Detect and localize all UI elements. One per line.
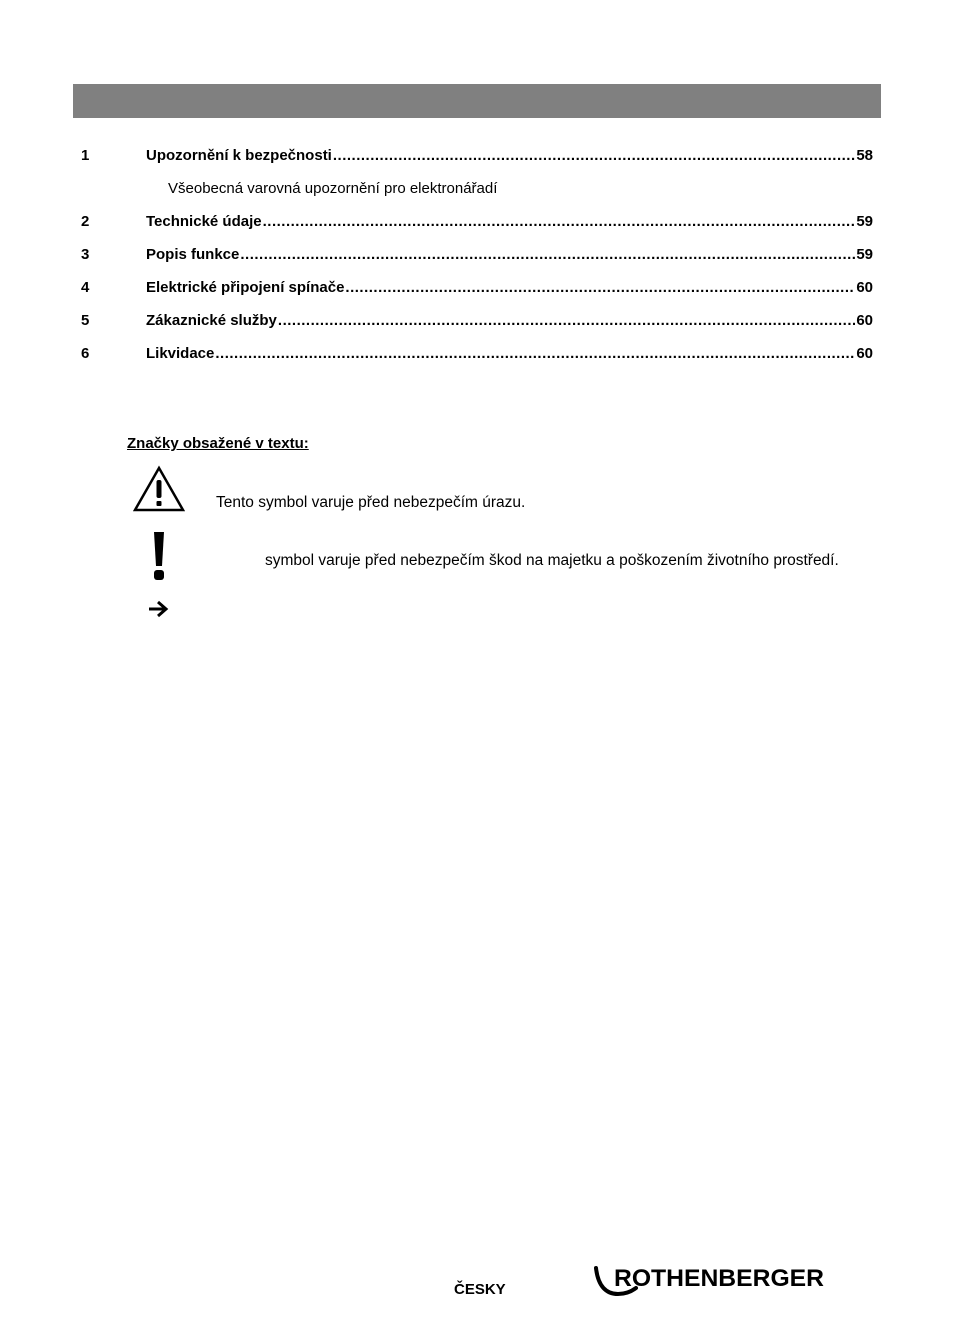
- toc-leader-dots: [215, 344, 855, 364]
- toc-leader-dots: [278, 311, 855, 331]
- header-bar: [73, 84, 881, 118]
- toc-title: Elektrické připojení spínače: [146, 279, 345, 296]
- toc-title: Upozornění k bezpečnosti: [146, 147, 332, 164]
- toc-row-2[interactable]: [81, 212, 873, 232]
- warning-triangle-icon: [133, 465, 185, 512]
- toc-row-3[interactable]: [81, 245, 873, 265]
- toc-number: 5: [81, 312, 90, 329]
- toc-page-number: 60: [856, 345, 873, 362]
- toc-row-5[interactable]: [81, 311, 873, 331]
- toc-leader-dots: [333, 146, 855, 166]
- toc-number: 3: [81, 246, 90, 263]
- legend-text-injury: Tento symbol varuje před nebezpečím úrazu.: [216, 494, 526, 511]
- rothenberger-logo: [592, 1262, 828, 1298]
- toc-page-number: 60: [856, 312, 873, 329]
- toc-leader-dots: [263, 212, 856, 232]
- toc-title: Popis funkce: [146, 246, 240, 263]
- arrow-right-icon: [147, 600, 173, 618]
- toc-leader-dots: [240, 245, 855, 265]
- toc-number: 1: [81, 147, 90, 164]
- toc-row-6[interactable]: [81, 344, 873, 364]
- toc-page-number: 60: [856, 279, 873, 296]
- toc-title: Technické údaje: [146, 213, 262, 230]
- toc-page-number: 59: [856, 246, 873, 263]
- toc-number: 2: [81, 213, 90, 230]
- toc-title: Zákaznické služby: [146, 312, 277, 329]
- legend-title: Značky obsažené v textu:: [127, 435, 309, 452]
- toc-title: Likvidace: [146, 345, 215, 362]
- toc-leader-dots: [345, 278, 855, 298]
- footer-language: ČESKY: [454, 1281, 506, 1298]
- legend-text-property: symbol varuje před nebezpečím škod na majetku a poškozením životního prostředí.: [265, 552, 839, 569]
- toc-number: 6: [81, 345, 90, 362]
- toc-subitem[interactable]: Všeobecná varovná upozornění pro elektronářadí: [168, 180, 498, 197]
- exclamation-icon: [150, 530, 168, 582]
- svg-text:ROTHENBERGER: ROTHENBERGER: [614, 1265, 824, 1292]
- toc-page-number: 59: [856, 213, 873, 230]
- toc-number: 4: [81, 279, 90, 296]
- toc-page-number: 58: [856, 147, 873, 164]
- toc-row-1[interactable]: [81, 146, 873, 166]
- toc-row-4[interactable]: [81, 278, 873, 298]
